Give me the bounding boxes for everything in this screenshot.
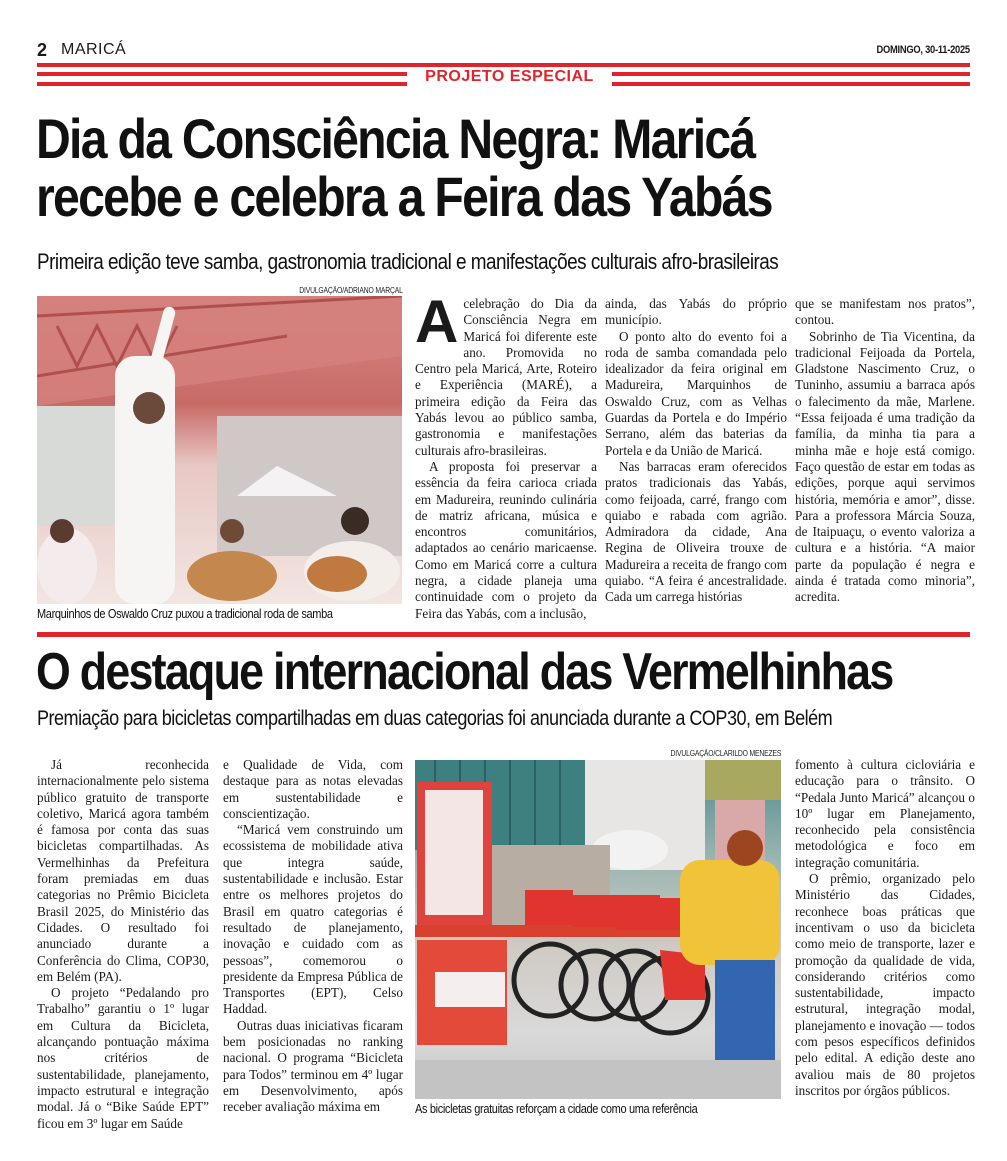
- article-1-column-2: [605, 296, 787, 606]
- article-2-subhead: Premiação para bicicletas compartilhadas em duas categorias foi anunciada durante a COP30, em Belém: [37, 707, 833, 730]
- photo-credit: DIVULGAÇÃO/CLARILDO MENEZES: [670, 749, 781, 758]
- paragraph: O ponto alto do evento foi a roda de samba comandada pelo idealizador da feira original em Madureira, Marquinhos de Oswaldo Cruz, com as Velhas Guardas da Portela e do Império Serrano, além das baterias da Portela e da União de Maricá.: [605, 328, 787, 458]
- section-name: MARICÁ: [61, 41, 127, 58]
- photo-caption: Marquinhos de Oswaldo Cruz puxou a tradicional roda de samba: [37, 607, 333, 621]
- article-2-column-3: [795, 757, 975, 1099]
- article-1-subhead: Primeira edição teve samba, gastronomia tradicional e manifestações culturais afro-brasileiras: [37, 249, 779, 274]
- paragraph: Nas barracas eram oferecidos pratos tradicionais das Yabás, como feijoada, carré, frango com quiabo e rabada com agrião. Admiradora da cidade, Ana Regina de Oliveira trouxe de Madureira a receita de frango com quiabo. “A feira é ancestralidade. Cada um carrega histórias: [605, 458, 787, 605]
- article-1-headline: [36, 107, 844, 228]
- paragraph: A proposta foi preservar a essência da feira carioca criada em Madureira, reunindo culinária de matriz africana, música e encontros comunitários, adaptados ao cenário maricaense. Como em Maricá corre a cultura negra, a cidade planeja uma continuidade com o projeto da Feira das Yabás, com a inclusão,: [415, 458, 597, 621]
- article-1-column-3: [795, 296, 975, 606]
- edition-date: DOMINGO, 30-11-2025: [876, 44, 970, 56]
- paragraph: O prêmio, organizado pelo Ministério das Cidades, reconhece boas práticas que incentivam o uso da bicicleta como meio de transporte, lazer e promoção da qualidade de vida, considerando critérios como sustentabilidade, impacto estrutural, integração modal, planejamento e inovação — todos com pesos específicos definidos pelo edital. A edição deste ano avaliou mais de 80 projetos inscritos por órgãos públicos.: [795, 871, 975, 1098]
- article-2-headline: O destaque internacional das Vermelhinhas: [36, 643, 893, 701]
- article-1-column-1: [415, 288, 597, 622]
- paragraph: ainda, das Yabás do próprio município.: [605, 296, 787, 328]
- page-number: 2: [37, 40, 48, 60]
- kicker-rule-right: [612, 72, 970, 76]
- article-2-column-2: [223, 757, 403, 1116]
- headline-line: Dia da Consciência Negra: Maricá: [36, 107, 755, 170]
- paragraph: que se manifestam nos pratos”, contou.: [795, 296, 975, 328]
- paragraph: “Maricá vem construindo um ecossistema de mobilidade ativa que integra saúde, sustentabilidade e inclusão. Estar entre os melhores projetos do Brasil em quatro categorias é resultado de planejamento, inovação e cuidado com as pessoas”, comemorou o presidente da Empresa Pública de Transportes (EPT), Celso Haddad.: [223, 822, 403, 1017]
- bike-station-photo: [415, 760, 781, 1099]
- drop-cap: A: [415, 288, 459, 355]
- section-kicker: PROJETO ESPECIAL: [425, 68, 594, 85]
- page-folio: [37, 40, 970, 60]
- kicker-rule-left: [37, 82, 407, 86]
- paragraph: e Qualidade de Vida, com destaque para as notas elevadas em sustentabilidade e conscientização.: [223, 757, 403, 821]
- paragraph: Sobrinho de Tia Vicentina, da tradicional Feijoada da Portela, Gladstone Nascimento Cruz, o Tuninho, assumiu a barraca após o falecimento da mãe, Marlene. “Essa feijoada é uma tradição da família, da minha tia para a minha mãe e hoje está comigo. Faço questão de estar em todas as edições, porque aqui servimos história, memória e amor”, disse. Para a professora Márcia Souza, de Itaipuaçu, o evento valoriza a cultura e a história. “A maior parte da população é negra e ainda é tratada como minoria”, acredita.: [795, 328, 975, 605]
- paragraph: Acelebração do Dia da Consciência Negra em Maricá foi diferente este ano. Promovida no Centro pela Maricá, Arte, Roteiro e Experiência (MARÉ), a primeira edição da Feira das Yabás levou ao público samba, gastronomia e manifestações culturais afro-brasileiras.: [415, 288, 597, 458]
- paragraph: O projeto “Pedalando pro Trabalho” garantiu o 1º lugar em Cultura da Bicicleta, alcançando pontuação máxima nos critérios de sustentabilidade, planejamento, impacto estrutural e integração modal. Já o “Bike Saúde EPT” ficou em 3º lugar em Saúde: [37, 985, 209, 1131]
- paragraph: fomento à cultura cicloviária e educação para o trânsito. O “Pedala Junto Maricá” alcançou o 10º lugar em Planejamento, reconhecido pela consistência metodológica e foco em integração comunitária.: [795, 757, 975, 870]
- section-divider: [37, 632, 970, 637]
- photo-illustration: [415, 760, 781, 1099]
- article-2-column-1: [37, 757, 209, 1132]
- kicker-rule-left: [37, 72, 407, 76]
- photo-illustration: [37, 296, 402, 604]
- header-rule: [37, 63, 970, 67]
- photo-credit: DIVULGAÇÃO/ADRIANO MARÇAL: [299, 286, 403, 295]
- samba-performance-photo: [37, 296, 402, 604]
- paragraph: Outras duas iniciativas ficaram bem posicionadas no ranking nacional. O programa “Bicicleta para Todos” terminou em 4º lugar em Desenvolvimento, após receber avaliação máxima em: [223, 1017, 403, 1115]
- headline-line: recebe e celebra a Feira das Yabás: [36, 165, 772, 228]
- paragraph: Já reconhecida internacionalmente pelo sistema público gratuito de transporte coletivo, Maricá agora também é famosa por conta das suas bicicletas compartilhadas. As Vermelhinhas da Prefeitura foram premiadas em duas categorias no Prêmio Bicicleta Brasil 2025, do Ministério das Cidades. O resultado foi anunciado durante a Conferência do Clima, COP30, em Belém (PA).: [37, 757, 209, 984]
- kicker-rule-right: [612, 82, 970, 86]
- photo-caption: As bicicletas gratuitas reforçam a cidade como uma referência: [415, 1102, 698, 1116]
